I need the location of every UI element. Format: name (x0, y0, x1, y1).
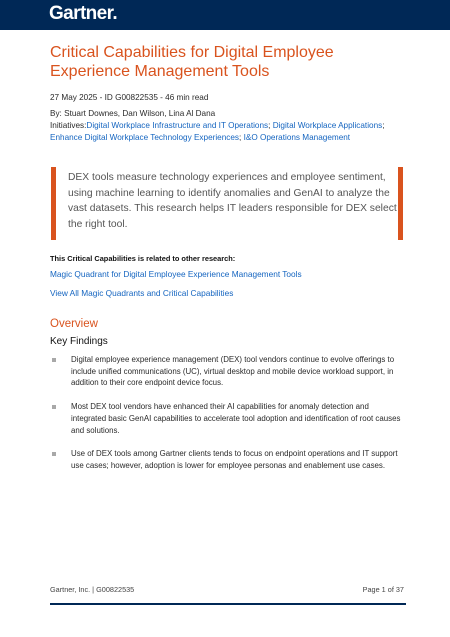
document-title: Critical Capabilities for Digital Employee Experience Management Tools (50, 44, 334, 80)
initiatives-label: Initiatives: (50, 121, 87, 130)
authors-line: By: Stuart Downes, Dan Wilson, Lina Al Dana (50, 109, 216, 118)
related-link-magic-quadrant[interactable]: Magic Quadrant for Digital Employee Experience Management Tools (50, 269, 302, 279)
date-line: 27 May 2025 - ID G00822535 - 46 min read (50, 93, 209, 102)
overview-heading: Overview (50, 318, 98, 330)
key-findings-heading: Key Findings (50, 336, 108, 347)
list-item (52, 448, 404, 471)
summary-text: DEX tools measure technology experiences and employee sentiment, using machine learning to identify anomalies and GenAI to analyze the vast datasets. This research helps IT leaders responsible for DEX select the right tool. (68, 172, 397, 230)
initiative-link-infrastructure[interactable]: Digital Workplace Infrastructure and IT Operations (86, 121, 269, 130)
initiative-link-experiences[interactable]: Enhance Digital Workplace Technology Experiences (50, 132, 240, 142)
logo-dot: . (112, 3, 118, 24)
summary-callout (51, 167, 403, 240)
footer-document-id: Gartner, Inc. | G00822535 (50, 585, 135, 594)
square-bullet-icon (52, 452, 56, 456)
list-item (52, 354, 404, 389)
key-findings-list (52, 354, 404, 484)
square-bullet-icon (52, 405, 56, 409)
related-link-view-all[interactable]: View All Magic Quadrants and Critical Capabilities (50, 288, 234, 298)
finding-text: Use of DEX tools among Gartner clients tends to focus on endpoint operations and IT support use cases; however, adoption is lower for employee personas and enablement use cases. (71, 449, 398, 470)
finding-text: Most DEX tool vendors have enhanced their AI capabilities for anomaly detection and integrated basic GenAI capabilities to accelerate tool adoption and identification of root causes and solutions. (71, 402, 401, 435)
footer-divider (50, 603, 406, 605)
list-item (52, 401, 404, 436)
square-bullet-icon (52, 358, 56, 362)
header-bar (0, 0, 450, 30)
initiative-link-applications[interactable]: Digital Workplace Applications (272, 121, 383, 130)
related-research-heading: This Critical Capabilities is related to other research: (50, 254, 236, 263)
initiative-link-operations[interactable]: I&O Operations Management (243, 132, 351, 142)
logo-text: Gartner (49, 3, 113, 24)
gartner-logo[interactable] (49, 3, 117, 25)
initiatives-line: Initiatives:Digital Workplace Infrastructure and IT Operations; Digital Workplace Applications; Enhance Digital Workplace Technology Experiences; I&O Operations Management (50, 121, 385, 142)
footer-page-number: Page 1 of 37 (362, 585, 404, 594)
finding-text: Digital employee experience management (DEX) tool vendors continue to evolve offerings to include unified communications (UC), virtual desktop and mobile device workload support, in addition to their core endpoint device focus. (71, 355, 395, 388)
